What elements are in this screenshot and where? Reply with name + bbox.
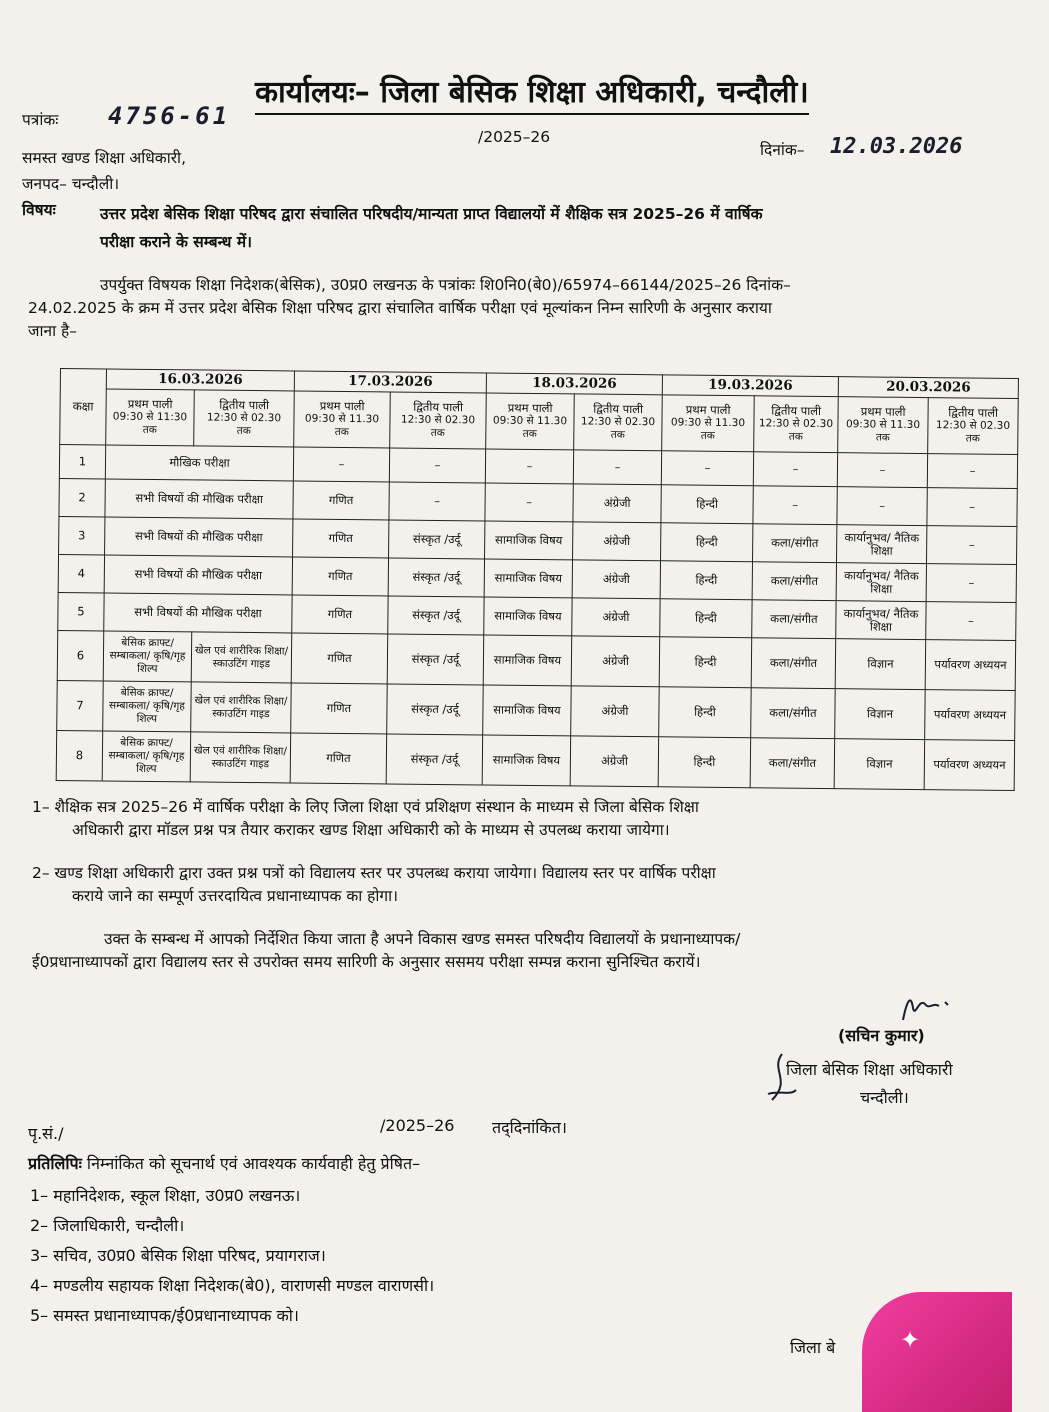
schedule-cell: गणित bbox=[292, 595, 388, 634]
shift-label: प्रथम पाली bbox=[127, 396, 173, 412]
oral-exam-cell: सभी विषयों की मौखिक परीक्षा bbox=[104, 593, 292, 633]
craft-subject-cell: बेसिक क्राफ्ट/सम्बाकला/ कृषि/गृह शिल्प bbox=[102, 731, 191, 782]
shift-tail: तक bbox=[788, 430, 803, 443]
exam-schedule-table bbox=[56, 368, 1019, 791]
schedule-cell: अंग्रेजी bbox=[571, 686, 660, 737]
schedule-cell: – bbox=[389, 448, 485, 483]
schedule-cell: – bbox=[926, 564, 1016, 603]
floating-app-bubble[interactable] bbox=[862, 1292, 1012, 1412]
schedule-cell: अंग्रेजी bbox=[570, 736, 659, 787]
schedule-cell: अंग्रेजी bbox=[572, 598, 660, 637]
directive-line-2: ई0प्रधानाध्यापकों द्वारा विद्यालय स्तर से उपरोक्त समय सारिणी के अनुसार ससमय परीक्षा सम्पन्न कराना सुनिश्चित करायें। bbox=[32, 953, 701, 971]
schedule-cell: – bbox=[485, 449, 573, 484]
shift-header bbox=[486, 393, 575, 450]
craft-subject-cell: बेसिक क्राफ्ट/सम्बाकला/ कृषि/गृह शिल्प bbox=[103, 681, 192, 732]
shift-time: 12:30 से 02.30 bbox=[400, 413, 476, 427]
class-number-cell: 8 bbox=[56, 730, 103, 780]
addressee-line-1: समस्त खण्ड शिक्षा अधिकारी, bbox=[22, 149, 186, 167]
schedule-cell: हिन्दी bbox=[661, 485, 753, 524]
date-header: 18.03.2026 bbox=[486, 373, 662, 395]
schedule-cell: कला/संगीत bbox=[752, 600, 836, 639]
shift-time: 12:30 से 02.30 bbox=[758, 417, 834, 431]
shift-tail: तक bbox=[142, 423, 157, 437]
note-2-line-1: 2– खण्ड शिक्षा अधिकारी द्वारा उक्त प्रश्न पत्रों को विद्यालय स्तर पर उपलब्ध कराया जायेगा। विद्यालय स्तर पर वार्षिक परीक्षा bbox=[32, 864, 716, 882]
endorsement-dated: तद्‌दिनांकित। bbox=[492, 1118, 567, 1137]
oral-exam-cell: सभी विषयों की मौखिक परीक्षा bbox=[105, 517, 293, 557]
shift-label: प्रथम पाली bbox=[860, 404, 906, 419]
schedule-cell: – bbox=[753, 452, 837, 487]
shift-header bbox=[194, 390, 295, 447]
recipient-2: 2– जिलाधिकारी, चन्दौली। bbox=[30, 1216, 185, 1235]
schedule-cell: – bbox=[837, 453, 927, 488]
shift-header bbox=[838, 397, 929, 454]
shift-label: प्रथम पाली bbox=[507, 400, 553, 416]
schedule-cell: विज्ञान bbox=[835, 689, 926, 740]
schedule-cell: गणित bbox=[291, 683, 388, 734]
officer-designation: जिला बेसिक शिक्षा अधिकारी bbox=[786, 1060, 953, 1079]
schedule-cell: सामाजिक विषय bbox=[485, 521, 573, 560]
class-number-cell: 5 bbox=[58, 592, 104, 630]
schedule-cell: कला/संगीत bbox=[751, 638, 836, 689]
schedule-cell: हिन्दी bbox=[658, 737, 751, 788]
schedule-cell: अंग्रेजी bbox=[573, 522, 661, 561]
schedule-cell: – bbox=[573, 450, 661, 485]
schedule-cell: संस्कृत /उर्दू bbox=[388, 558, 484, 597]
schedule-cell: संस्कृत /उर्दू bbox=[387, 634, 484, 685]
shift-tail: तक bbox=[610, 428, 625, 441]
schedule-cell: सामाजिक विषय bbox=[484, 559, 572, 598]
shift-header bbox=[574, 394, 663, 451]
shift-header bbox=[390, 392, 487, 449]
schedule-cell: गणित bbox=[292, 557, 388, 596]
schedule-cell: – bbox=[837, 487, 927, 526]
shift-tail: तक bbox=[334, 425, 349, 439]
shift-tail: तक bbox=[430, 426, 445, 440]
schedule-cell: कार्यानुभव/ नैतिक शिक्षा bbox=[836, 563, 926, 602]
shift-label: प्रथम पाली bbox=[685, 402, 731, 418]
oral-exam-cell: मौखिक परीक्षा bbox=[105, 445, 293, 481]
intro-paragraph bbox=[28, 274, 1033, 343]
ref-number-handwritten: 4756-61 bbox=[108, 102, 231, 130]
schedule-cell: सामाजिक विषय bbox=[483, 685, 572, 736]
endorsement-number-label: पृ.सं./ bbox=[28, 1124, 64, 1143]
schedule-cell: सामाजिक विषय bbox=[482, 735, 571, 786]
schedule-cell: पर्यावरण अध्ययन bbox=[925, 690, 1016, 741]
sparkle-edit-icon[interactable]: ✦ bbox=[900, 1326, 921, 1354]
schedule-cell: विज्ञान bbox=[834, 739, 925, 790]
directive-paragraph bbox=[32, 928, 1037, 974]
shift-tail: तक bbox=[875, 431, 890, 444]
schedule-cell: कार्यानुभव/ नैतिक शिक्षा bbox=[837, 525, 927, 564]
schedule-cell: – bbox=[927, 454, 1017, 489]
shift-tail: तक bbox=[522, 427, 537, 440]
ref-label: पत्रांकः bbox=[22, 111, 59, 129]
schedule-cell: अंग्रेजी bbox=[571, 636, 660, 687]
officer-name: (सचिन कुमार) bbox=[838, 1026, 925, 1045]
schedule-cell: कार्यानुभव/ नैतिक शिक्षा bbox=[836, 601, 926, 640]
schedule-cell: गणित bbox=[290, 733, 387, 784]
schedule-cell: हिन्दी bbox=[659, 637, 752, 688]
oral-exam-cell: सभी विषयों की मौखिक परीक्षा bbox=[105, 479, 293, 519]
schedule-cell: संस्कृत /उर्दू bbox=[387, 684, 484, 735]
schedule-cell: हिन्दी bbox=[661, 523, 753, 562]
shift-time: 09:30 से 11.30 bbox=[492, 414, 568, 428]
shift-time: 09:30 से 11.30 bbox=[845, 418, 921, 432]
rows-upper bbox=[56, 630, 1016, 790]
schedule-cell: कला/संगीत bbox=[751, 688, 836, 739]
signature-scribble-icon bbox=[895, 990, 965, 1026]
sports-subject-cell: खेल एवं शारीरिक शिक्षा/स्काउटिंग गाइड bbox=[191, 682, 292, 733]
schedule-cell: कला/संगीत bbox=[752, 562, 836, 601]
date-header: 16.03.2026 bbox=[106, 369, 294, 391]
shift-time: 12:30 से 02.30 bbox=[580, 415, 656, 429]
craft-subject-cell: बेसिक क्राफ्ट/सम्बाकला/ कृषि/गृह शिल्प bbox=[103, 631, 192, 682]
sports-subject-cell: खेल एवं शारीरिक शिक्षा/स्काउटिंग गाइड bbox=[191, 632, 292, 683]
class-number-cell: 4 bbox=[58, 554, 104, 592]
subject-text bbox=[100, 200, 1035, 256]
schedule-cell: – bbox=[753, 486, 837, 525]
schedule-cell: हिन्दी bbox=[660, 599, 752, 638]
recipient-4: 4– मण्डलीय सहायक शिक्षा निदेशक(बे0), वाराणसी मण्डल वाराणसी। bbox=[30, 1276, 435, 1295]
schedule-cell: हिन्दी bbox=[659, 687, 752, 738]
recipient-1: 1– महानिदेशक, स्कूल शिक्षा, उ0प्र0 लखनऊ। bbox=[30, 1186, 301, 1205]
schedule-cell: विज्ञान bbox=[835, 639, 926, 690]
addressee-line-2: जनपद– चन्दौली। bbox=[22, 175, 120, 193]
shift-label: द्वितीय पाली bbox=[593, 401, 644, 417]
shift-tail: तक bbox=[700, 429, 715, 442]
table-shift-row bbox=[60, 389, 1019, 455]
subject-line-2: परीक्षा कराने के सम्बन्ध में। bbox=[100, 233, 252, 251]
shift-label: द्वितीय पाली bbox=[219, 397, 270, 413]
subject-line-1: उत्तर प्रदेश बेसिक शिक्षा परिषद द्वारा संचालित परिषदीय/मान्यता प्राप्त विद्यालयों में शैक्षिक सत्र 2025–26 में वार्षिक bbox=[100, 205, 763, 223]
sports-subject-cell: खेल एवं शारीरिक शिक्षा/स्काउटिंग गाइड bbox=[190, 732, 291, 783]
recipient-5: 5– समस्त प्रधानाध्यापक/ई0प्रधानाध्यापक को। bbox=[30, 1306, 299, 1325]
endorsement-session: /2025–26 bbox=[380, 1116, 455, 1135]
intro-line-2: 24.02.2025 के क्रम में उत्तर प्रदेश बेसिक शिक्षा परिषद द्वारा संचालित वार्षिक परीक्षा एवं मूल्यांकन निम्न सारिणी के अनुसार कराया bbox=[28, 299, 772, 317]
schedule-cell: – bbox=[927, 526, 1017, 565]
recipient-3: 3– सचिव, उ0प्र0 बेसिक शिक्षा परिषद, प्रयागराज। bbox=[30, 1246, 326, 1265]
schedule-cell: – bbox=[389, 482, 485, 521]
intro-line-1: उपर्युक्त विषयक शिक्षा निदेशक(बेसिक), उ0प्र0 लखनऊ के पत्रांकः शि0नि0(बे0)/65974–66144/2025–26 दिनांक– bbox=[100, 276, 791, 294]
session-label: /2025–26 bbox=[478, 128, 551, 146]
note-1-line-2: अधिकारी द्वारा मॉडल प्रश्न पत्र तैयार कराकर खण्ड शिक्षा अधिकारी को के माध्यम से उपलब्ध कराया जायेगा। bbox=[72, 821, 670, 839]
shift-tail: तक bbox=[236, 424, 251, 438]
schedule-cell: सामाजिक विषय bbox=[484, 597, 572, 636]
schedule-cell: गणित bbox=[291, 633, 388, 684]
rows-lower bbox=[58, 445, 1018, 641]
subject-label: विषयः bbox=[22, 201, 56, 219]
date-header: 17.03.2026 bbox=[294, 371, 486, 393]
note-2-line-2: कराये जाने का सम्पूर्ण उत्तरदायित्व प्रधानाध्यापक का होगा। bbox=[72, 887, 399, 905]
copy-text: निम्नांकित को सूचनार्थ एवं आवश्यक कार्यवाही हेतु प्रेषित– bbox=[86, 1154, 421, 1173]
directive-line-1: उक्त के सम्बन्ध में आपको निर्देशित किया जाता है अपने विकास खण्ड समस्त परिषदीय विद्यालयों के प्रधानाध्यापक/ bbox=[104, 930, 741, 948]
schedule-cell: हिन्दी bbox=[660, 561, 752, 600]
oral-exam-cell: सभी विषयों की मौखिक परीक्षा bbox=[104, 555, 292, 595]
note-1-line-1: 1– शैक्षिक सत्र 2025–26 में वार्षिक परीक्षा के लिए जिला शिक्षा एवं प्रशिक्षण संस्थान के माध्यम से जिला बेसिक शिक्षा bbox=[32, 798, 699, 816]
schedule-cell: अंग्रेजी bbox=[573, 484, 661, 523]
shift-time: 12:30 से 02.30 bbox=[206, 411, 282, 425]
schedule-cell: गणित bbox=[293, 481, 389, 520]
shift-label: द्वितीय पाली bbox=[948, 405, 999, 420]
schedule-cell: गणित bbox=[293, 519, 389, 558]
footer-partial-designation: जिला बे bbox=[790, 1338, 836, 1357]
table-row bbox=[56, 730, 1015, 790]
shift-header bbox=[754, 396, 839, 453]
schedule-cell: संस्कृत /उर्दू bbox=[389, 520, 485, 559]
class-number-cell: 6 bbox=[57, 630, 104, 680]
shift-time: 09:30 से 11.30 bbox=[304, 412, 380, 426]
note-2 bbox=[32, 862, 1032, 908]
officer-place: चन्दौली। bbox=[860, 1088, 909, 1107]
shift-time: 12:30 से 02.30 bbox=[935, 419, 1011, 432]
schedule-cell: कला/संगीत bbox=[753, 524, 837, 563]
copy-label: प्रतिलिपिः bbox=[28, 1154, 82, 1173]
schedule-cell: पर्यावरण अध्ययन bbox=[925, 640, 1016, 691]
class-number-cell: 7 bbox=[57, 680, 104, 730]
intro-line-3: जाना है– bbox=[28, 322, 78, 340]
class-number-cell: 2 bbox=[59, 478, 105, 516]
schedule-cell: संस्कृत /उर्दू bbox=[388, 596, 484, 635]
office-title: कार्यालयः– जिला बेसिक शिक्षा अधिकारी, चन्दौली। bbox=[255, 70, 809, 115]
schedule-cell: अंग्रेजी bbox=[572, 560, 660, 599]
schedule-cell: – bbox=[926, 602, 1016, 641]
date-handwritten: 12.03.2026 bbox=[830, 134, 963, 159]
schedule-cell: – bbox=[293, 447, 389, 482]
date-header: 20.03.2026 bbox=[838, 377, 1018, 399]
schedule-cell: – bbox=[661, 451, 753, 486]
schedule-cell: – bbox=[485, 483, 573, 522]
shift-time: 09:30 से 11.30 bbox=[670, 416, 746, 430]
shift-label: प्रथम पाली bbox=[319, 398, 365, 414]
schedule-cell: – bbox=[927, 488, 1017, 527]
class-header: कक्षा bbox=[60, 369, 107, 445]
date-label: दिनांक– bbox=[760, 141, 805, 159]
note-1 bbox=[32, 796, 1032, 842]
schedule-cell: सामाजिक विषय bbox=[483, 635, 572, 686]
shift-header bbox=[106, 389, 195, 446]
date-header: 19.03.2026 bbox=[662, 375, 838, 397]
shift-header bbox=[662, 395, 755, 452]
copy-line bbox=[28, 1152, 420, 1174]
shift-header bbox=[294, 391, 391, 448]
schedule-cell: पर्यावरण अध्ययन bbox=[924, 740, 1015, 791]
class-number-cell: 3 bbox=[59, 516, 105, 554]
shift-header bbox=[928, 398, 1019, 455]
schedule-cell: कला/संगीत bbox=[750, 738, 835, 789]
shift-label: द्वितीय पाली bbox=[413, 399, 464, 415]
shift-time: 09:30 से 11:30 bbox=[112, 410, 188, 424]
shift-tail: तक bbox=[965, 432, 980, 445]
shift-label: द्वितीय पाली bbox=[771, 403, 822, 418]
schedule-cell: संस्कृत /उर्दू bbox=[386, 734, 483, 785]
class-number-cell: 1 bbox=[59, 445, 105, 479]
